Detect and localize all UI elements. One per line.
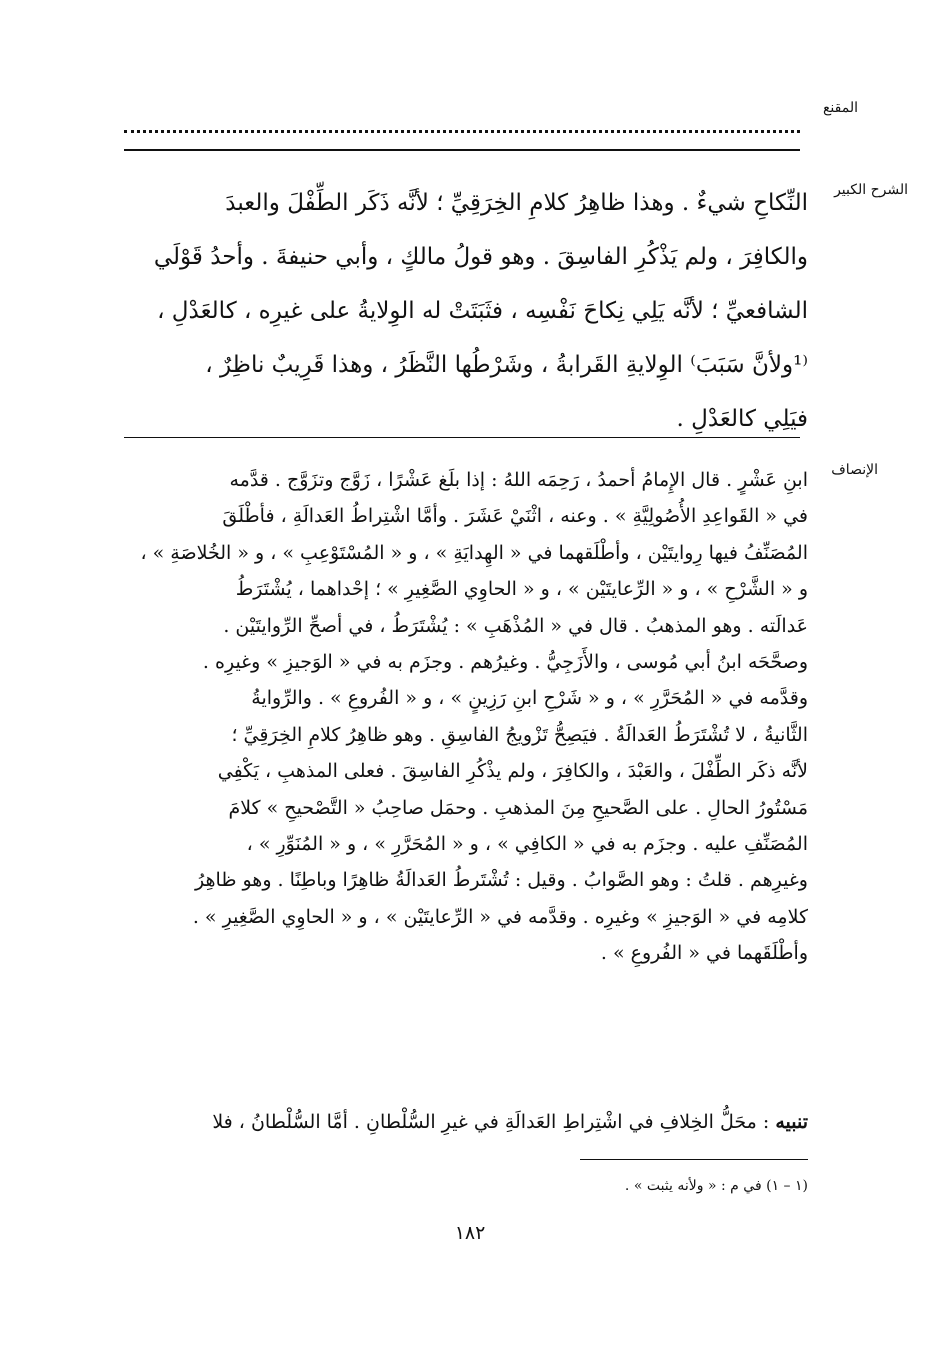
sharh-line: الشافعيِّ ؛ لأنَّه يَلِي نِكاحَ نَفْسِه ، فثَبَتَتْ له الوِلايةُ على غيرِه ، كالعَدْلِ ،: [157, 298, 808, 324]
footnote-rule: [580, 1159, 808, 1160]
insaf-line: ابنِ عَشْرٍ . قال الإِمامُ أحمدُ ، رَحِمَه اللهُ : إذا بلَغ عَشْرًا ، زَوَّج وتزَوَّج . قدَّمه: [229, 469, 808, 491]
sharh-text: [124, 176, 808, 446]
sharh-margin-label: الشرح الكبير: [834, 182, 908, 198]
tanbih-text: : محَلُّ الخِلافِ في اشْتِراطِ العَدالَةِ في غيرِ السُّلْطانِ . أمَّا السُّلْطانُ ، فلا: [212, 1111, 770, 1133]
insaf-line: وصحَّحَه ابنُ أبي مُوسى ، والأَزَجِيُّ . وغيرُهم . وجزَم به في « الوَجيزِ » وغيرِه .: [202, 650, 808, 673]
insaf-text: [124, 462, 808, 971]
insaf-line: عَدالَته . وهو المذهبُ . قال في « المُذْهَبِ » : يُشْتَرَطُ ، في أصحِّ الرِّوايتَيْن .: [223, 614, 808, 637]
insaf-line: لأنَّه ذكَر الطِّفْلَ ، والعَبْدَ ، والكافِرَ ، ولم يذْكُرِ الفاسِقَ . فعلى المذهبِ ، يَكْفِي: [217, 760, 808, 783]
insaf-line: المُصَنِّفُ فيها رِوايتَيْن ، وأطْلَقهما في « الهِدايَةِ » ، و « المُسْتَوْعِبِ » ، و « الخُلاصَةِ » ،: [140, 541, 808, 564]
tanbih-paragraph: [124, 1103, 808, 1141]
insaf-line: وقدَّمه في « المُحَرَّرِ » ، و « شَرْحِ ابنِ رَزِينٍ » ، و « الفُروعِ » . والرِّوايةُ: [251, 687, 808, 710]
sharh-line: فيَلِي كالعَدْلِ .: [676, 406, 808, 432]
insaf-line: و « الشَّرْحِ » ، و « الرِّعايتَيْن » ، و « الحاوِي الصَّغِيرِ » ؛ إحْداهما ، يُشْتَرَطُ: [235, 578, 808, 601]
insaf-line: وأطْلَقَهما في « الفُروعِ » .: [600, 942, 808, 965]
insaf-line: في « القَواعِدِ الأُصُولِيَّةِ » . وعنه ، اثْنَيْ عَشَرَ . وأمَّا اشْتِراطُ العَدالَةِ ، فأطْلَقَ: [222, 505, 808, 528]
section-divider: [124, 437, 800, 438]
insaf-margin-label: الإنصاف: [831, 462, 878, 478]
header-rule: [124, 149, 800, 151]
header-label-muqni: المقنع: [822, 100, 858, 116]
insaf-line: الثَّانيةُ ، لا تُشْتَرَطُ العَدالَةُ . فيَصِحُّ تَزْويجُ الفاسِقِ . وهو ظاهِرُ كلامِ الخِرَقِيِّ ؛: [231, 723, 808, 746]
insaf-line: كلامِه في « الوَجيزِ » وغيرِه . وقدَّمه في « الرِّعايتَيْن » ، و « الحاوِي الصَّغِيرِ » .: [192, 905, 808, 928]
tanbih-heading: تنبيه: [775, 1111, 808, 1133]
insaf-line: المُصَنِّفِ عليه . وجزَم به في « الكافِي » ، و « المُحَرَّرِ » ، و « المُنَوِّرِ » ،: [246, 832, 808, 855]
insaf-line: وغيرِهم . قلتُ : وهو الصَّوابُ . وقيل : تُشْتَرطُ العَدالَةُ ظاهِرًا وباطِنًا . وهو ظاهِرُ: [195, 869, 808, 892]
sharh-line: ⁽¹ولأنَّ سَبَبَ⁾ الوِلايةِ القَرابةُ ، وشَرْطُها النَّظَرُ ، وهذا قَرِيبٌ ناظِرٌ ،: [205, 352, 808, 378]
page-number: ١٨٢: [454, 1222, 486, 1244]
sharh-line: النِّكاحِ شيءٌ . وهذا ظاهِرُ كلامِ الخِرَقِيِّ ؛ لأنَّه ذَكَر الطِّفْلَ والعبدَ: [225, 190, 808, 216]
tanbih-line: [124, 1103, 808, 1141]
insaf-line: مَسْتُورُ الحالِ . على الصَّحيحِ مِنَ المذهبِ . وحمَل صاحِبُ « التَّصْحيحِ » كلامَ: [228, 796, 808, 819]
dotted-rule: [124, 116, 800, 133]
sharh-line: والكافِرَ ، ولم يَذْكُرِ الفاسِقَ . وهو قولُ مالكٍ ، وأبي حنيفةَ . وأحدُ قَوْلَي: [153, 244, 808, 270]
footnote: (١ – ١) في م : « ولأنه يثبت » .: [624, 1178, 808, 1194]
